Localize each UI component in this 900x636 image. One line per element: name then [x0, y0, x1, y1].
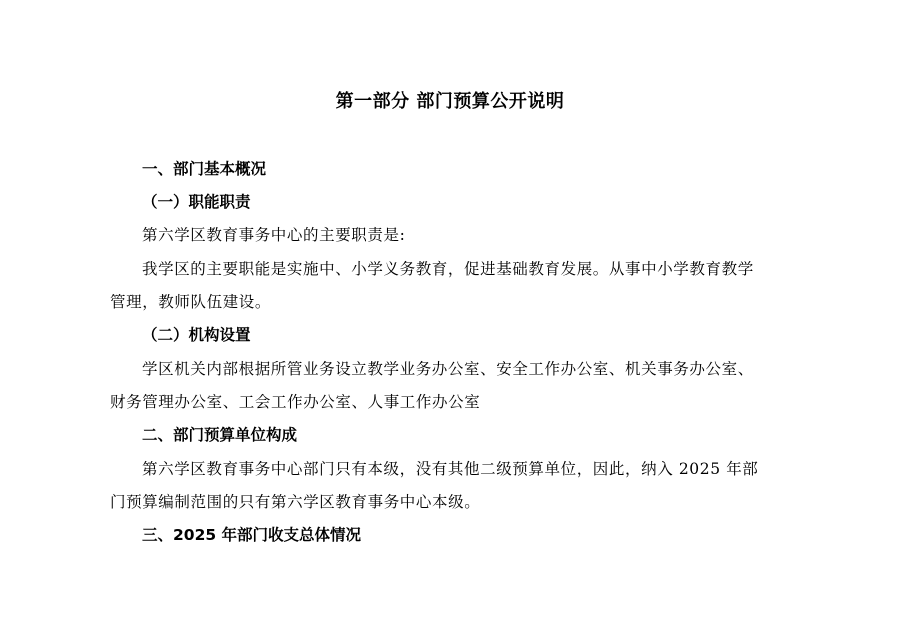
paragraph-organization-line-1: 学区机关内部根据所管业务设立教学业务办公室、安全工作办公室、机关事务办公室、	[142, 360, 754, 378]
paragraph-budget-units-line-2: 门预算编制范围的只有第六学区教育事务中心本级。	[110, 493, 481, 511]
paragraph-budget-units-line-1: 第六学区教育事务中心部门只有本级，没有其他二级预算单位，因此，纳入 2025 年部	[142, 460, 759, 478]
paragraph-duties-line-1: 我学区的主要职能是实施中、小学义务教育，促进基础教育发展。从事中小学教育教学	[142, 260, 754, 278]
section-heading-basic-overview: 一、部门基本概况	[142, 160, 267, 178]
section-heading-income-expenditure: 三、2025 年部门收支总体情况	[142, 526, 362, 544]
section-heading-budget-units: 二、部门预算单位构成	[142, 426, 298, 444]
paragraph-organization-line-2: 财务管理办公室、工会工作办公室、人事工作办公室	[110, 393, 481, 411]
subsection-heading-organization: （二）机构设置	[142, 326, 251, 344]
page-title: 第一部分 部门预算公开说明	[335, 91, 565, 112]
paragraph-duties-intro: 第六学区教育事务中心的主要职责是:	[142, 226, 406, 244]
paragraph-duties-line-2: 管理，教师队伍建设。	[110, 293, 272, 311]
subsection-heading-duties: （一）职能职责	[142, 193, 251, 211]
